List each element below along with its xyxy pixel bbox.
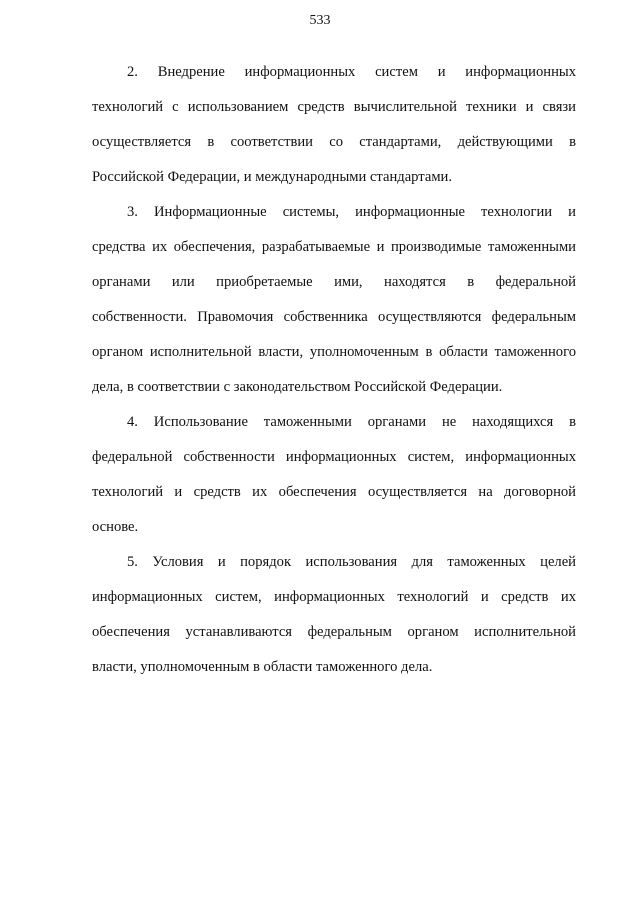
- paragraph-4-line-3: технологий и средств их обеспечения осуществляется на договорной: [92, 484, 576, 500]
- paragraph-3-line-4: собственности. Правомочия собственника осуществляются федеральным: [92, 309, 576, 325]
- paragraph-3-line-6: дела, в соответствии с законодательством Российской Федерации.: [92, 379, 503, 395]
- paragraph-5-line-1: 5. Условия и порядок использования для таможенных целей: [127, 554, 576, 570]
- paragraph-3-line-1: 3. Информационные системы, информационные технологии и: [127, 204, 576, 220]
- paragraph-3-line-5: органом исполнительной власти, уполномоченным в области таможенного: [92, 344, 576, 360]
- paragraph-2-line-1: 2. Внедрение информационных систем и информационных: [127, 64, 576, 80]
- paragraph-3-line-2: средства их обеспечения, разрабатываемые и производимые таможенными: [92, 239, 576, 255]
- paragraph-2-line-3: осуществляется в соответствии со стандартами, действующими в: [92, 134, 576, 150]
- paragraph-4-line-4: основе.: [92, 519, 139, 535]
- paragraph-4-line-1: 4. Использование таможенными органами не находящихся в: [127, 414, 576, 430]
- paragraph-2-line-2: технологий с использованием средств вычислительной техники и связи: [92, 99, 576, 115]
- paragraph-3-line-3: органами или приобретаемые ими, находятся в федеральной: [92, 274, 576, 290]
- paragraph-4-line-2: федеральной собственности информационных систем, информационных: [92, 449, 576, 465]
- paragraph-5-line-3: обеспечения устанавливаются федеральным органом исполнительной: [92, 624, 576, 640]
- page-number: 533: [309, 13, 331, 28]
- paragraph-5-line-4: власти, уполномоченным в области таможенного дела.: [92, 659, 433, 675]
- paragraph-5-line-2: информационных систем, информационных технологий и средств их: [92, 589, 576, 605]
- paragraph-2-line-4: Российской Федерации, и международными стандартами.: [92, 169, 453, 185]
